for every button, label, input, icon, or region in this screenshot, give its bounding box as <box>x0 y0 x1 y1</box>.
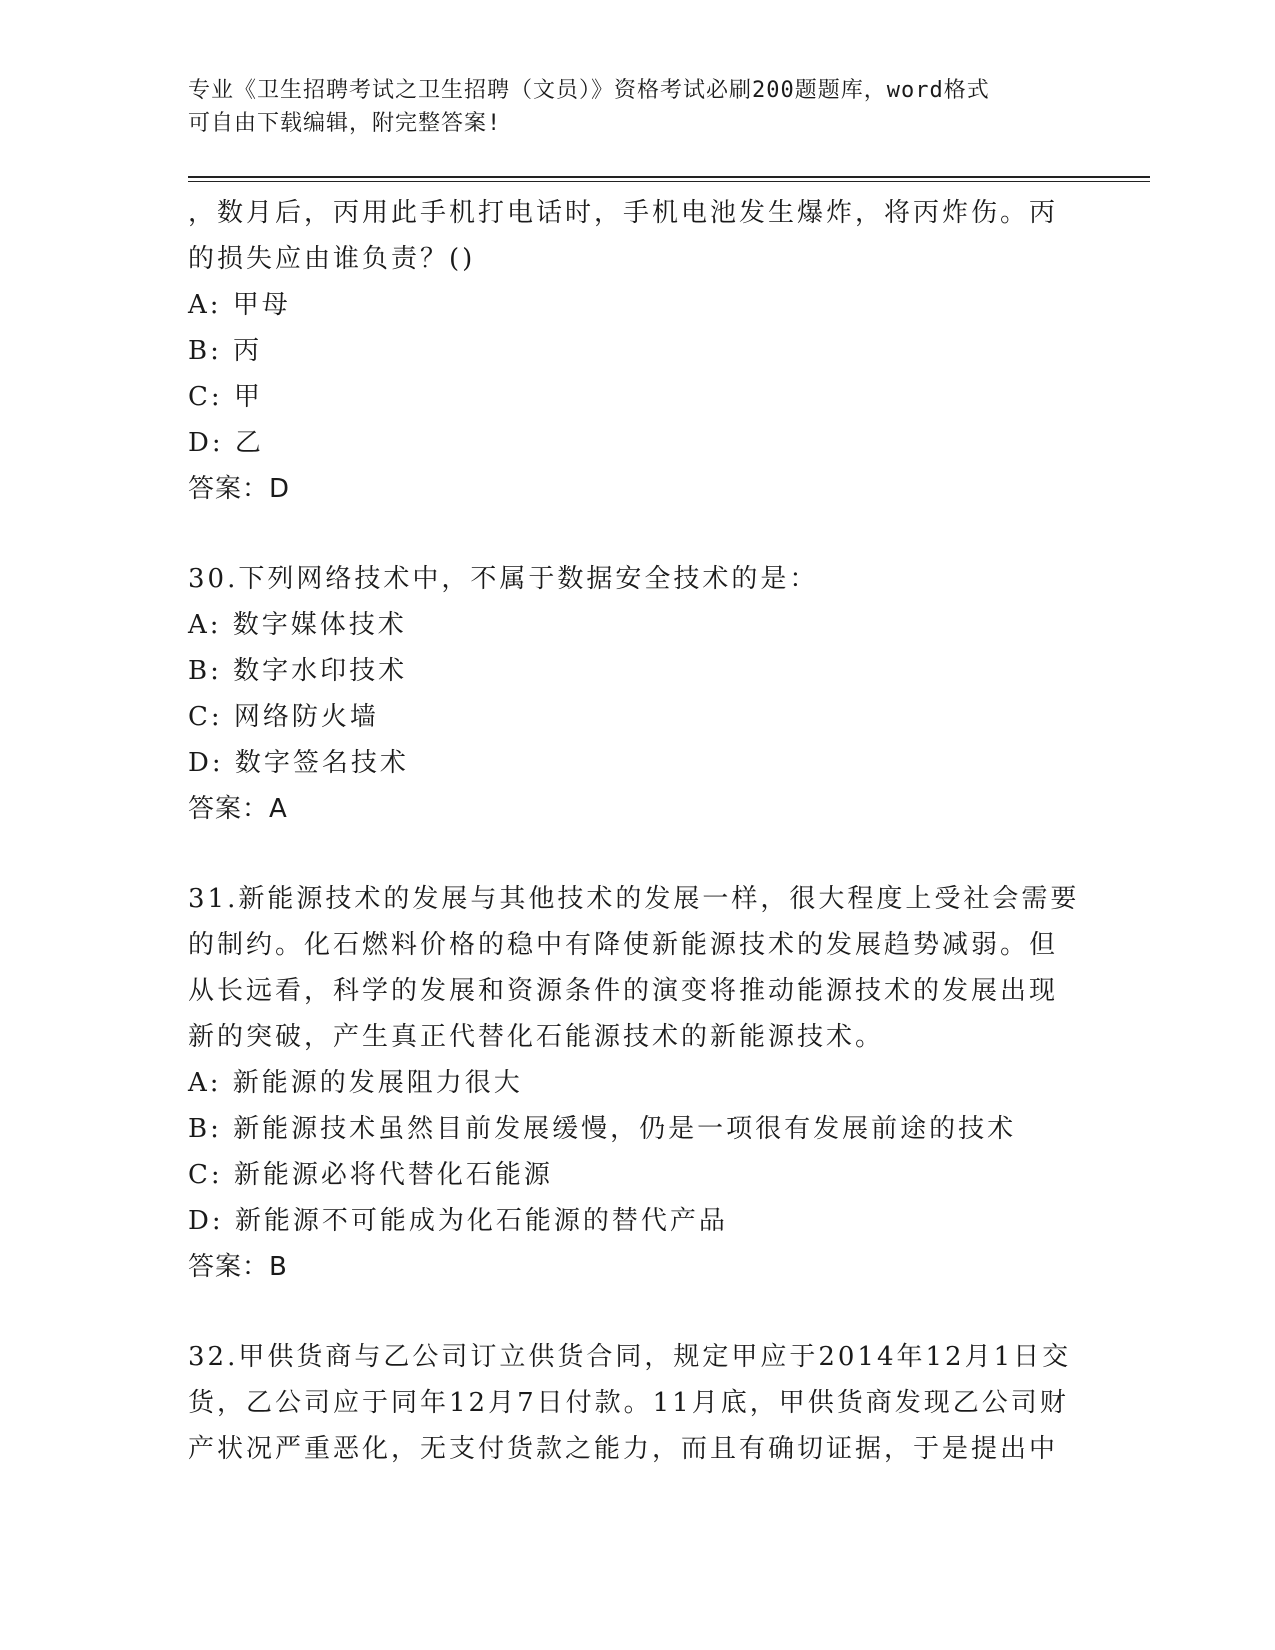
question-30 <box>188 556 1078 832</box>
option-c: C: 新能源必将代替化石能源 <box>188 1160 553 1190</box>
answer: 答案：A <box>188 794 288 824</box>
option-d: D: 新能源不可能成为化石能源的替代产品 <box>188 1206 728 1236</box>
option-c: C: 网络防火墙 <box>188 702 379 732</box>
spacer <box>188 1290 1078 1334</box>
question-text-line: ，数月后，丙用此手机打电话时，手机电池发生爆炸，将丙炸伤。丙 <box>188 198 1059 228</box>
question-text-line: 从长远看，科学的发展和资源条件的演变将推动能源技术的发展出现 <box>188 976 1059 1006</box>
question-text-line: 新的突破，产生真正代替化石能源技术的新能源技术。 <box>188 1022 885 1052</box>
question-text-line: 的制约。化石燃料价格的稳中有降使新能源技术的发展趋势减弱。但 <box>188 930 1059 960</box>
question-31 <box>188 876 1078 1290</box>
spacer <box>188 832 1078 876</box>
document-header <box>188 74 1068 140</box>
option-b: B: 数字水印技术 <box>188 656 408 686</box>
header-rule-thin <box>188 181 1150 182</box>
option-c: C: 甲 <box>188 382 263 412</box>
question-text-line: 30.下列网络技术中，不属于数据安全技术的是： <box>188 564 819 594</box>
document-body <box>188 190 1078 1472</box>
question-text-line: 31.新能源技术的发展与其他技术的发展一样，很大程度上受社会需要 <box>188 884 1080 914</box>
question-text-line: 32.甲供货商与乙公司订立供货合同，规定甲应于2014年12月1日交 <box>188 1342 1072 1372</box>
question-text-line: 产状况严重恶化，无支付货款之能力，而且有确切证据，于是提出中 <box>188 1434 1059 1464</box>
question-32 <box>188 1334 1078 1472</box>
header-rule-thick <box>188 176 1150 178</box>
option-b: B: 丙 <box>188 336 263 366</box>
option-a: A: 新能源的发展阻力很大 <box>188 1068 523 1098</box>
option-a: A: 数字媒体技术 <box>188 610 407 640</box>
answer: 答案：D <box>188 474 291 504</box>
option-b: B: 新能源技术虽然目前发展缓慢，仍是一项很有发展前途的技术 <box>188 1114 1017 1144</box>
question-text-line: 货，乙公司应于同年12月7日付款。11月底，甲供货商发现乙公司财 <box>188 1388 1069 1418</box>
question-29 <box>188 190 1078 512</box>
option-a: A: 甲母 <box>188 290 291 320</box>
spacer <box>188 512 1078 556</box>
header-line-2: 可自由下载编辑，附完整答案! <box>188 111 502 136</box>
answer: 答案：B <box>188 1252 288 1282</box>
option-d: D: 数字签名技术 <box>188 748 409 778</box>
option-d: D: 乙 <box>188 428 264 458</box>
question-text-line: 的损失应由谁负责？() <box>188 244 476 274</box>
header-line-1: 专业《卫生招聘考试之卫生招聘（文员）》资格考试必刷200题题库，word格式 <box>188 78 990 103</box>
